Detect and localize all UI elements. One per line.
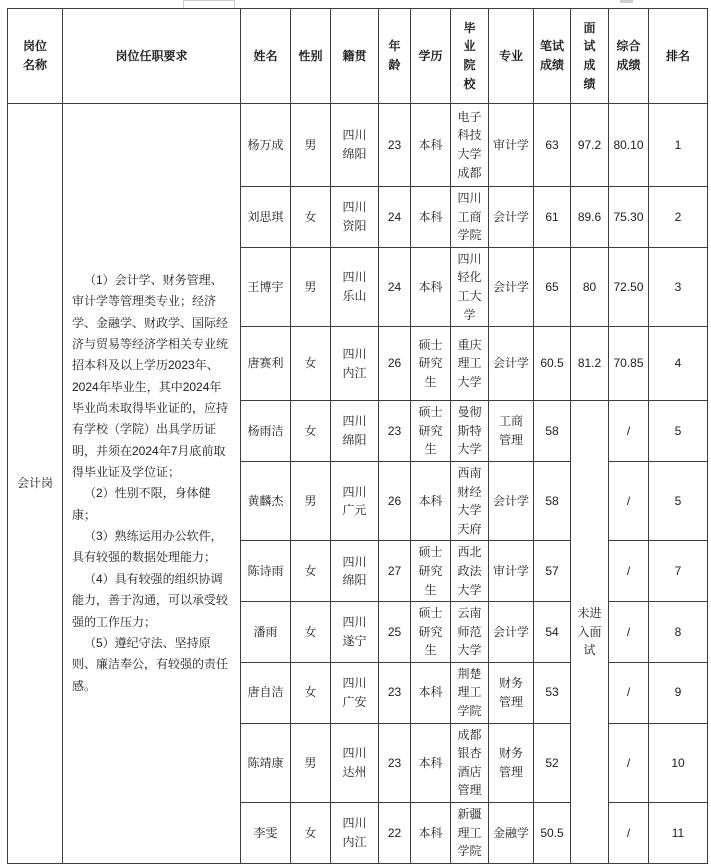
cell-major: 审计学 bbox=[489, 541, 534, 602]
cell-major: 工商管理 bbox=[489, 401, 534, 462]
cell-rank: 11 bbox=[649, 803, 708, 864]
cell-rank: 9 bbox=[649, 662, 708, 723]
cell-gender: 女 bbox=[291, 187, 331, 248]
requirement-item: （4）具有较强的组织协调能力，善于沟通，可以承受较强的工作压力； bbox=[72, 571, 229, 629]
cell-school: 四川轻化工大学 bbox=[451, 247, 489, 326]
header-written-score: 笔试成绩 bbox=[534, 9, 571, 104]
cell-no-interview: 未进入面试 bbox=[571, 401, 609, 864]
requirement-item: （2）性别不限，身体健康； bbox=[72, 486, 211, 522]
cell-rank: 7 bbox=[649, 541, 708, 602]
header-name: 姓名 bbox=[241, 9, 291, 104]
cell-composite-score: / bbox=[609, 461, 649, 540]
cell-age: 23 bbox=[379, 723, 411, 802]
cell-composite-score: / bbox=[609, 541, 649, 602]
cell-major: 会计学 bbox=[489, 247, 534, 326]
cell-name: 陈诗雨 bbox=[241, 541, 291, 602]
cell-composite-score: / bbox=[609, 401, 649, 462]
cell-major: 会计学 bbox=[489, 461, 534, 540]
cell-written-score: 53 bbox=[534, 662, 571, 723]
cell-rank: 10 bbox=[649, 723, 708, 802]
cell-composite-score: 75.30 bbox=[609, 187, 649, 248]
cell-written-score: 57 bbox=[534, 541, 571, 602]
cell-major: 金融学 bbox=[489, 803, 534, 864]
cell-native-place: 四川达州 bbox=[331, 723, 379, 802]
cell-gender: 女 bbox=[291, 662, 331, 723]
cell-written-score: 58 bbox=[534, 401, 571, 462]
cell-native-place: 四川广元 bbox=[331, 461, 379, 540]
cell-age: 26 bbox=[379, 461, 411, 540]
header-rank: 排名 bbox=[649, 9, 708, 104]
header-native-place: 籍贯 bbox=[331, 9, 379, 104]
cell-written-score: 63 bbox=[534, 104, 571, 187]
header-age: 年龄 bbox=[379, 9, 411, 104]
cell-position-name: 会计岗 bbox=[8, 104, 63, 864]
cell-composite-score: 72.50 bbox=[609, 247, 649, 326]
header-school: 毕业院校 bbox=[451, 9, 489, 104]
cell-school: 电子科技大学成都 bbox=[451, 104, 489, 187]
cell-education: 硕士研究生 bbox=[411, 327, 451, 401]
cell-age: 24 bbox=[379, 187, 411, 248]
cell-education: 本科 bbox=[411, 461, 451, 540]
cell-rank: 5 bbox=[649, 401, 708, 462]
cell-school: 云南师范大学 bbox=[451, 602, 489, 663]
cell-written-score: 60.5 bbox=[534, 327, 571, 401]
cell-major: 会计学 bbox=[489, 187, 534, 248]
cell-age: 27 bbox=[379, 541, 411, 602]
cell-rank: 5 bbox=[649, 461, 708, 540]
cell-school: 西北政法大学 bbox=[451, 541, 489, 602]
header-major: 专业 bbox=[489, 9, 534, 104]
cell-written-score: 50.5 bbox=[534, 803, 571, 864]
cell-school: 西南财经大学天府 bbox=[451, 461, 489, 540]
cell-written-score: 61 bbox=[534, 187, 571, 248]
cell-composite-score: 70.85 bbox=[609, 327, 649, 401]
requirement-item: （1）会计学、财务管理、审计学等管理类专业；经济学、金融学、财政学、国际经济与贸易等经济学相关专业统招本科及以上学历2023年、2024年毕业生，其中2024年毕业尚未取得毕业证的，应持有学校（学院）出具学历证明，并须在2024年7月底前取得毕业证及学位证； bbox=[72, 272, 229, 480]
cell-written-score: 65 bbox=[534, 247, 571, 326]
cell-native-place: 四川绵阳 bbox=[331, 401, 379, 462]
cell-interview-score: 81.2 bbox=[571, 327, 609, 401]
cell-education: 本科 bbox=[411, 247, 451, 326]
cell-school: 成都银杏酒店管理 bbox=[451, 723, 489, 802]
cell-rank: 4 bbox=[649, 327, 708, 401]
header-interview-score: 面试成绩 bbox=[571, 9, 609, 104]
cell-gender: 男 bbox=[291, 723, 331, 802]
cell-school: 曼彻斯特大学 bbox=[451, 401, 489, 462]
cell-native-place: 四川资阳 bbox=[331, 187, 379, 248]
page-artifact bbox=[620, 0, 633, 3]
cell-education: 本科 bbox=[411, 662, 451, 723]
cell-composite-score: / bbox=[609, 723, 649, 802]
cell-gender: 男 bbox=[291, 247, 331, 326]
cell-school: 四川工商学院 bbox=[451, 187, 489, 248]
cell-gender: 男 bbox=[291, 461, 331, 540]
cell-school: 新疆理工学院 bbox=[451, 803, 489, 864]
cell-age: 23 bbox=[379, 104, 411, 187]
cell-native-place: 四川内江 bbox=[331, 803, 379, 864]
cell-written-score: 52 bbox=[534, 723, 571, 802]
cell-interview-score: 89.6 bbox=[571, 187, 609, 248]
cell-name: 李雯 bbox=[241, 803, 291, 864]
cell-major: 会计学 bbox=[489, 327, 534, 401]
cell-interview-score: 97.2 bbox=[571, 104, 609, 187]
table-row bbox=[8, 104, 708, 187]
cell-name: 潘雨 bbox=[241, 602, 291, 663]
cell-native-place: 四川内江 bbox=[331, 327, 379, 401]
cell-rank: 1 bbox=[649, 104, 708, 187]
header-position-name: 岗位名称 bbox=[8, 9, 63, 104]
cell-school: 重庆理工大学 bbox=[451, 327, 489, 401]
cell-education: 硕士研究生 bbox=[411, 401, 451, 462]
cell-composite-score: / bbox=[609, 602, 649, 663]
cell-name: 唐自洁 bbox=[241, 662, 291, 723]
cell-education: 硕士研究生 bbox=[411, 602, 451, 663]
cell-major: 审计学 bbox=[489, 104, 534, 187]
cell-written-score: 54 bbox=[534, 602, 571, 663]
cell-name: 杨雨洁 bbox=[241, 401, 291, 462]
cell-composite-score: 80.10 bbox=[609, 104, 649, 187]
header-row bbox=[8, 9, 708, 104]
requirement-item: （5）遵纪守法、坚持原则、廉洁奉公，有较强的责任感。 bbox=[72, 635, 229, 693]
cell-native-place: 四川乐山 bbox=[331, 247, 379, 326]
cell-gender: 女 bbox=[291, 541, 331, 602]
cell-rank: 2 bbox=[649, 187, 708, 248]
cell-gender: 女 bbox=[291, 803, 331, 864]
cell-gender: 女 bbox=[291, 327, 331, 401]
header-gender: 性别 bbox=[291, 9, 331, 104]
cell-composite-score: / bbox=[609, 662, 649, 723]
cell-major: 会计学 bbox=[489, 602, 534, 663]
cell-education: 本科 bbox=[411, 723, 451, 802]
cell-requirements bbox=[63, 104, 241, 864]
cell-age: 22 bbox=[379, 803, 411, 864]
cell-gender: 女 bbox=[291, 401, 331, 462]
cell-gender: 女 bbox=[291, 602, 331, 663]
cell-name: 王博宇 bbox=[241, 247, 291, 326]
cell-gender: 男 bbox=[291, 104, 331, 187]
cell-age: 23 bbox=[379, 401, 411, 462]
header-composite-score: 综合成绩 bbox=[609, 9, 649, 104]
cell-name: 黄麟杰 bbox=[241, 461, 291, 540]
requirement-item: （3）熟练运用办公软件，具有较强的数据处理能力； bbox=[72, 529, 223, 565]
cell-school: 荆楚理工学院 bbox=[451, 662, 489, 723]
header-education: 学历 bbox=[411, 9, 451, 104]
cell-age: 25 bbox=[379, 602, 411, 663]
cell-major: 财务管理 bbox=[489, 662, 534, 723]
cell-education: 硕士研究生 bbox=[411, 541, 451, 602]
cell-age: 23 bbox=[379, 662, 411, 723]
header-requirements: 岗位任职要求 bbox=[63, 9, 241, 104]
cell-written-score: 58 bbox=[534, 461, 571, 540]
cell-age: 24 bbox=[379, 247, 411, 326]
cell-major: 财务管理 bbox=[489, 723, 534, 802]
cell-age: 26 bbox=[379, 327, 411, 401]
cell-name: 陈靖康 bbox=[241, 723, 291, 802]
results-table bbox=[7, 8, 708, 864]
cell-native-place: 四川绵阳 bbox=[331, 541, 379, 602]
cell-rank: 3 bbox=[649, 247, 708, 326]
cell-education: 本科 bbox=[411, 104, 451, 187]
cell-interview-score: 80 bbox=[571, 247, 609, 326]
cell-name: 唐赛利 bbox=[241, 327, 291, 401]
cell-education: 本科 bbox=[411, 803, 451, 864]
cell-native-place: 四川遂宁 bbox=[331, 602, 379, 663]
cell-native-place: 四川绵阳 bbox=[331, 104, 379, 187]
cell-native-place: 四川广安 bbox=[331, 662, 379, 723]
cell-rank: 8 bbox=[649, 602, 708, 663]
cell-education: 本科 bbox=[411, 187, 451, 248]
cell-composite-score: / bbox=[609, 803, 649, 864]
cell-name: 刘思琪 bbox=[241, 187, 291, 248]
cell-name: 杨万成 bbox=[241, 104, 291, 187]
